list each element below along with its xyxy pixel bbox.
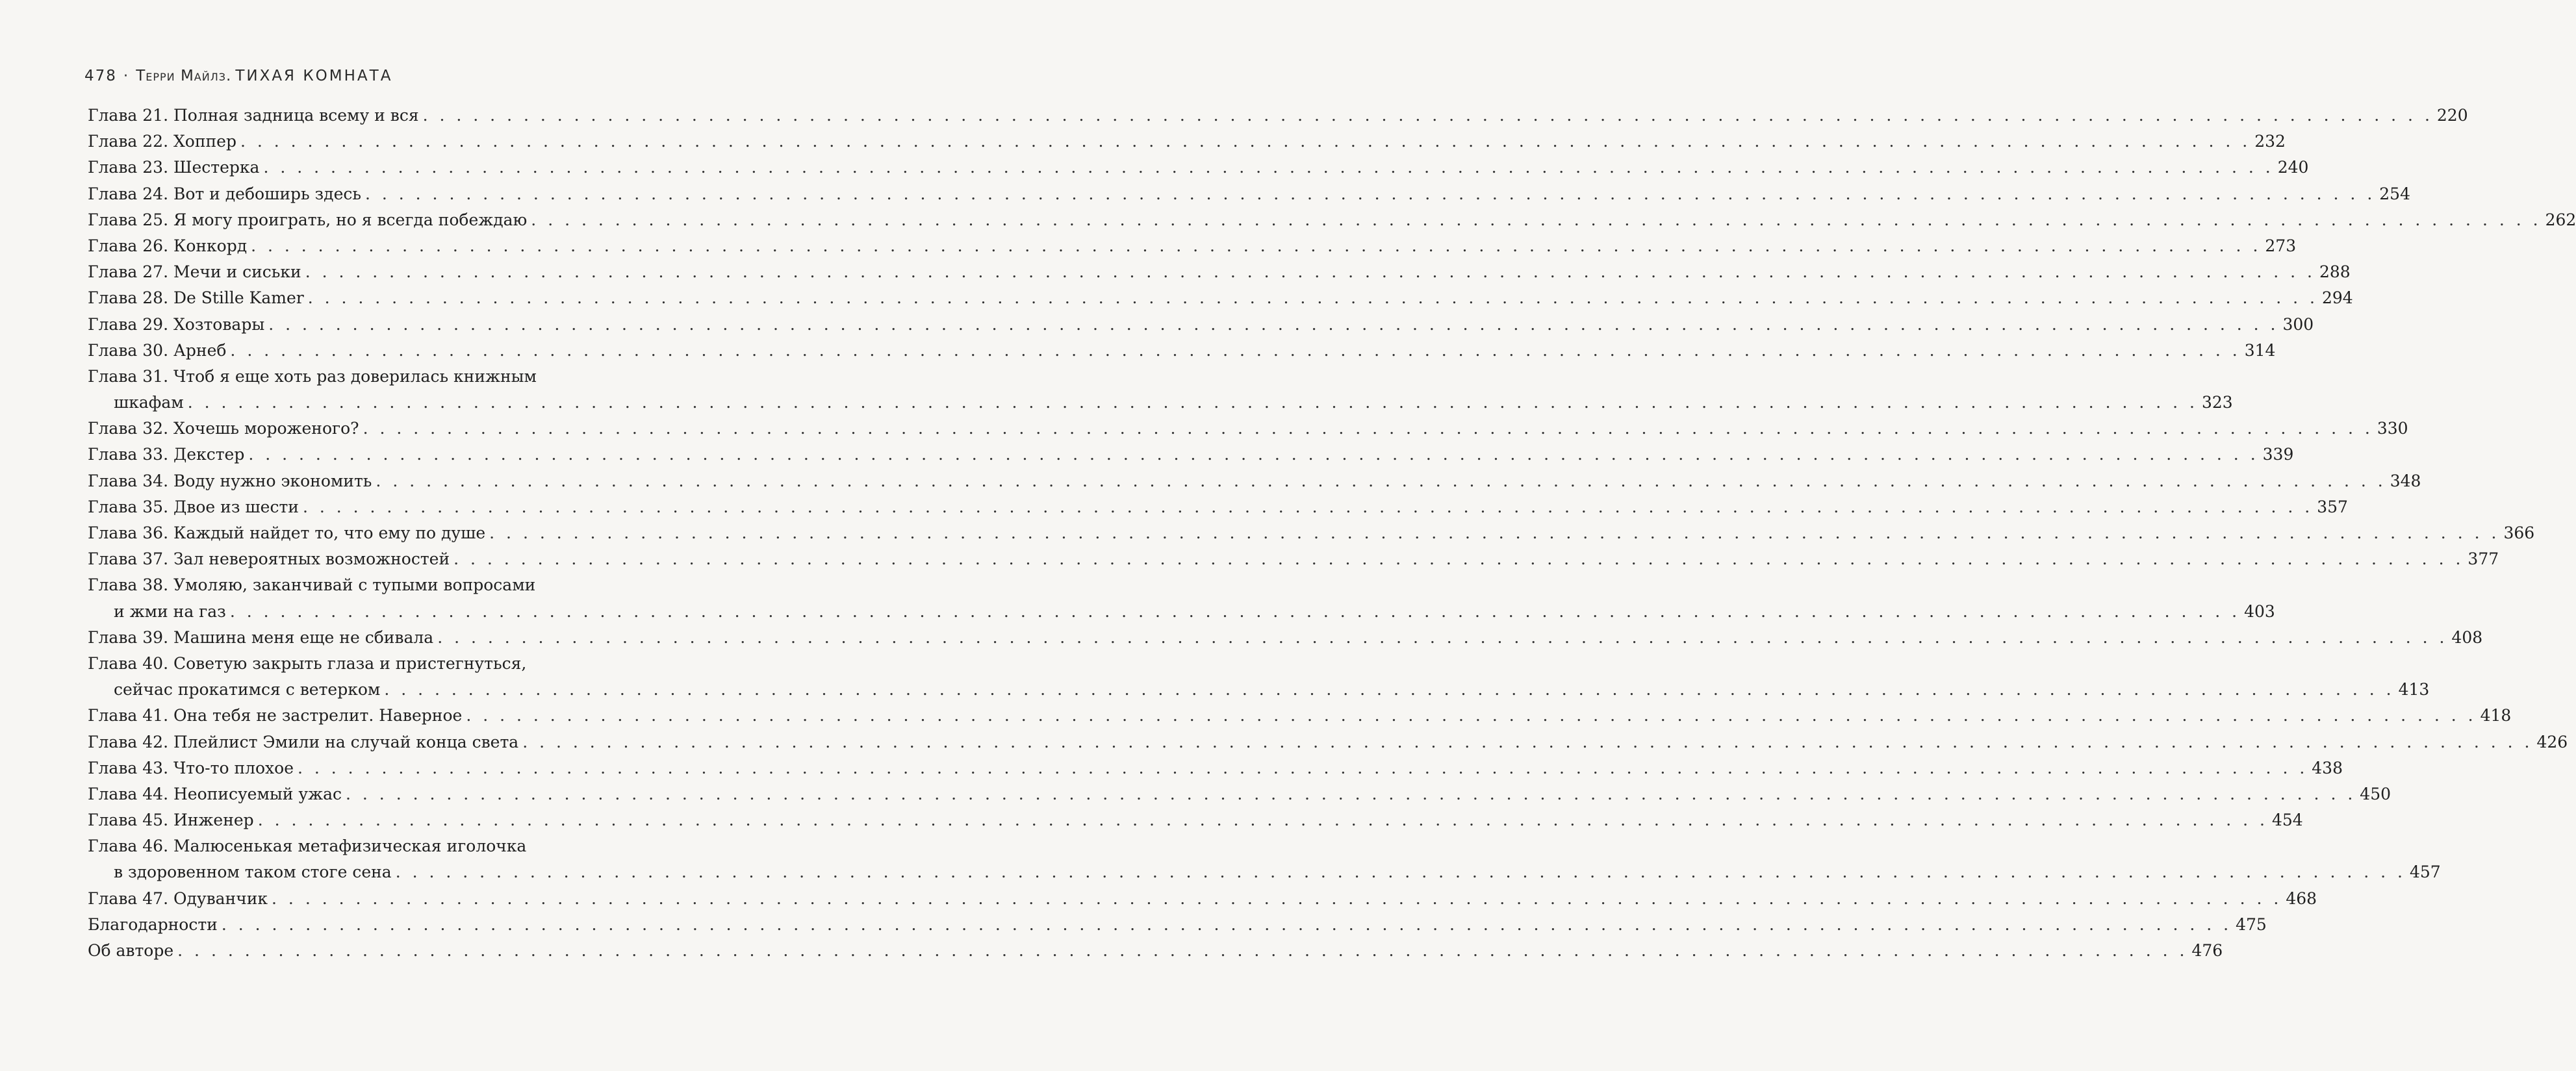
dot-leader: . . . . . . . . . . . . . . . . . . . . . . . . . . . . . . . . . . . . . . . . . . . . . . . . . . . . . . . . . . . . . . . . . . . . . . . . . . . . . . . . . . . . . . . . . . . . . . . . . . . . . . . . . . . . . . . . . . . . . . . . (187, 393, 2198, 412)
toc-page-number: 339 (2262, 445, 2294, 464)
page-number: 478 (84, 68, 117, 84)
toc-entry[interactable] (88, 259, 2351, 285)
toc-entry[interactable] (88, 912, 2267, 938)
toc-entry-title: Глава 25. Я могу проиграть, но я всегда побеждаю (88, 210, 528, 229)
toc-page-number: 220 (2436, 106, 2468, 125)
toc-entry[interactable] (88, 129, 2286, 155)
toc-entry[interactable] (88, 494, 2348, 520)
toc-entry-title: Глава 39. Машина меня еще не сбивала (88, 627, 434, 647)
toc-entry-title: Глава 28. De Stille Kamer (88, 288, 304, 308)
dot-leader: . . . . . . . . . . . . . . . . . . . . . . . . . . . . . . . . . . . . . . . . . . . . . . . . . . . . . . . . . . . . . . . . . . . . . . . . . . . . . . . . . . . . . . . . . . . . . . . . . . . . . . . . . . . . . . . . . . . . . . . . (257, 811, 2268, 830)
toc-entry-continuation[interactable] (88, 599, 2275, 625)
toc-entry[interactable] (88, 520, 2535, 546)
dot-leader: . . . . . . . . . . . . . . . . . . . . . . . . . . . . . . . . . . . . . . . . . . . . . . . . . . . . . . . . . . . . . . . . . . . . . . . . . . . . . . . . . . . . . . . . . . . . . . . . . . . . . . . . . . . . . . . . . . . . . . . . (240, 132, 2251, 151)
toc-page-number: 413 (2398, 680, 2430, 699)
toc-entry-title: Глава 33. Декстер (88, 445, 245, 464)
toc-entry[interactable] (88, 233, 2297, 259)
toc-entry-continuation[interactable] (88, 677, 2430, 703)
toc-entry-title: Глава 31. Чтоб я еще хоть раз доверилась книжным (88, 366, 537, 386)
toc-entry[interactable] (88, 807, 2303, 833)
toc-entry-title: Глава 36. Каждый найдет то, что ему по душе (88, 523, 486, 542)
toc-entry[interactable] (88, 729, 2568, 755)
toc-entry-title: Глава 42. Плейлист Эмили на случай конца света (88, 732, 519, 751)
dot-leader: . . . . . . . . . . . . . . . . . . . . . . . . . . . . . . . . . . . . . . . . . . . . . . . . . . . . . . . . . . . . . . . . . . . . . . . . . . . . . . . . . . . . . . . . . . . . . . . . . . . . . . . . . . . . . . . . . . . . . . . . (437, 627, 2448, 647)
toc-entry-title: Глава 37. Зал невероятных возможностей (88, 549, 450, 569)
toc-entry[interactable] (88, 625, 2483, 651)
toc-entry-title: Об авторе (88, 941, 174, 960)
toc-page-number: 476 (2191, 941, 2223, 960)
toc-entry[interactable] (88, 416, 2408, 442)
toc-entry[interactable] (88, 442, 2294, 468)
dot-leader: . . . . . . . . . . . . . . . . . . . . . . . . . . . . . . . . . . . . . . . . . . . . . . . . . . . . . . . . . . . . . . . . . . . . . . . . . . . . . . . . . . . . . . . . . . . . . . . . . . . . . . . . . . . . . . . . . . . . . . . . (453, 549, 2464, 569)
toc-entry-title: Глава 29. Хозтовары (88, 314, 265, 334)
toc-entry[interactable] (88, 651, 596, 677)
toc-entry-continuation[interactable] (88, 390, 2233, 416)
toc-entry[interactable] (88, 312, 2314, 338)
toc-entry[interactable] (88, 833, 596, 859)
toc-entry-title-continued: сейчас прокатимся с ветерком (114, 680, 381, 699)
toc-page-number: 232 (2254, 132, 2286, 151)
toc-entry[interactable] (88, 755, 2343, 781)
toc-entry[interactable] (88, 338, 2276, 364)
toc-page-number: 262 (2545, 210, 2576, 229)
toc-entry[interactable] (88, 886, 2317, 912)
toc-entry-title: Глава 27. Мечи и сиськи (88, 262, 301, 282)
author-name: Терри Майлз. (136, 68, 232, 84)
toc-entry[interactable] (88, 155, 2309, 181)
toc-entry-title: Глава 46. Малюсенькая метафизическая иголочка (88, 837, 527, 856)
dot-leader: . . . . . . . . . . . . . . . . . . . . . . . . . . . . . . . . . . . . . . . . . . . . . . . . . . . . . . . . . . . . . . . . . . . . . . . . . . . . . . . . . . . . . . . . . . . . . . . . . . . . . . . . . . . . . . . . . . . . . . . . (384, 680, 2395, 699)
toc-entry[interactable] (88, 468, 2421, 494)
running-head (84, 68, 392, 84)
dot-leader: . . . . . . . . . . . . . . . . . . . . . . . . . . . . . . . . . . . . . . . . . . . . . . . . . . . . . . . . . . . . . . . . . . . . . . . . . . . . . . . . . . . . . . . . . . . . . . . . . . . . . . . . . . . . . . . . . . . . . . . . (422, 106, 2433, 125)
dot-leader: . . . . . . . . . . . . . . . . . . . . . . . . . . . . . . . . . . . . . . . . . . . . . . . . . . . . . . . . . . . . . . . . . . . . . . . . . . . . . . . . . . . . . . . . . . . . . . . . . . . . . . . . . . . . . . . . . . . . . . . . (489, 523, 2500, 542)
dot-leader: . . . . . . . . . . . . . . . . . . . . . . . . . . . . . . . . . . . . . . . . . . . . . . . . . . . . . . . . . . . . . . . . . . . . . . . . . . . . . . . . . . . . . . . . . . . . . . . . . . . . . . . . . . . . . . . . . . . . . . . . (268, 314, 2279, 334)
toc-page-number: 300 (2282, 314, 2314, 334)
toc-entry-title: Глава 38. Умоляю, заканчивай с тупыми вопросами (88, 575, 536, 595)
toc-page-number: 366 (2503, 523, 2535, 542)
toc-entry-title: Глава 45. Инженер (88, 811, 254, 830)
dot-leader: . . . . . . . . . . . . . . . . . . . . . . . . . . . . . . . . . . . . . . . . . . . . . . . . . . . . . . . . . . . . . . . . . . . . . . . . . . . . . . . . . . . . . . . . . . . . . . . . . . . . . . . . . . . . . . . . . . . . . . . . (229, 601, 2241, 621)
toc-page-number: 348 (2390, 471, 2421, 490)
toc-entry[interactable] (88, 938, 2223, 964)
toc-entry[interactable] (88, 703, 2512, 729)
dot-leader: . . . . . . . . . . . . . . . . . . . . . . . . . . . . . . . . . . . . . . . . . . . . . . . . . . . . . . . . . . . . . . . . . . . . . . . . . . . . . . . . . . . . . . . . . . . . . . . . . . . . . . . . . . . . . . . . . . . . . . . . (364, 184, 2376, 203)
toc-entry[interactable] (88, 572, 596, 598)
toc-entry[interactable] (88, 364, 596, 390)
toc-page-number: 330 (2377, 419, 2408, 438)
dot-leader: . . . . . . . . . . . . . . . . . . . . . . . . . . . . . . . . . . . . . . . . . . . . . . . . . . . . . . . . . . . . . . . . . . . . . . . . . . . . . . . . . . . . . . . . . . . . . . . . . . . . . . . . . . . . . . . . . . . . . . . . (522, 732, 2533, 751)
toc-page-number: 468 (2286, 888, 2317, 908)
toc-entry-title: Глава 43. Что-то плохое (88, 758, 294, 777)
dot-leader: . . . . . . . . . . . . . . . . . . . . . . . . . . . . . . . . . . . . . . . . . . . . . . . . . . . . . . . . . . . . . . . . . . . . . . . . . . . . . . . . . . . . . . . . . . . . . . . . . . . . . . . . . . . . . . . . . . . . . . . . (302, 497, 2314, 516)
toc-entry[interactable] (88, 781, 2391, 807)
toc-page-number: 408 (2451, 627, 2483, 647)
toc-entry-title-continued: и жми на газ (114, 601, 226, 621)
toc-entry-title: Глава 21. Полная задница всему и вся (88, 106, 419, 125)
dot-leader: . . . . . . . . . . . . . . . . . . . . . . . . . . . . . . . . . . . . . . . . . . . . . . . . . . . . . . . . . . . . . . . . . . . . . . . . . . . . . . . . . . . . . . . . . . . . . . . . . . . . . . . . . . . . . . . . . . . . . . . . (531, 210, 2542, 229)
toc-entry-title: Благодарности (88, 914, 218, 934)
toc-page-number: 418 (2480, 706, 2512, 725)
toc-page-number: 254 (2379, 184, 2410, 203)
toc-page-number: 323 (2201, 393, 2233, 412)
toc-entry-title: Глава 40. Советую закрыть глаза и пристегнуться, (88, 653, 527, 673)
toc-entry[interactable] (88, 546, 2499, 572)
dot-leader: . . . . . . . . . . . . . . . . . . . . . . . . . . . . . . . . . . . . . . . . . . . . . . . . . . . . . . . . . . . . . . . . . . . . . . . . . . . . . . . . . . . . . . . . . . . . . . . . . . . . . . . . . . . . . . . . . . . . . . . . (230, 340, 2241, 360)
dot-leader: . . . . . . . . . . . . . . . . . . . . . . . . . . . . . . . . . . . . . . . . . . . . . . . . . . . . . . . . . . . . . . . . . . . . . . . . . . . . . . . . . . . . . . . . . . . . . . . . . . . . . . . . . . . . . . . . . . . . . . . . (395, 863, 2406, 882)
toc-entry-title: Глава 32. Хочешь мороженого? (88, 419, 359, 438)
toc-entry-title: Глава 44. Неописуемый ужас (88, 784, 342, 803)
dot-leader: . . . . . . . . . . . . . . . . . . . . . . . . . . . . . . . . . . . . . . . . . . . . . . . . . . . . . . . . . . . . . . . . . . . . . . . . . . . . . . . . . . . . . . . . . . . . . . . . . . . . . . . . . . . . . . . . . . . . . . . . (305, 262, 2315, 282)
toc-entry-continuation[interactable] (88, 859, 2441, 885)
toc-entry[interactable] (88, 103, 2468, 129)
toc-page-number: 240 (2277, 158, 2309, 177)
toc-entry-title: Глава 22. Хоппер (88, 132, 236, 151)
dot-leader: . . . . . . . . . . . . . . . . . . . . . . . . . . . . . . . . . . . . . . . . . . . . . . . . . . . . . . . . . . . . . . . . . . . . . . . . . . . . . . . . . . . . . . . . . . . . . . . . . . . . . . . . . . . . . . . . . . . . . . . . (263, 158, 2274, 177)
dot-leader: . . . . . . . . . . . . . . . . . . . . . . . . . . . . . . . . . . . . . . . . . . . . . . . . . . . . . . . . . . . . . . . . . . . . . . . . . . . . . . . . . . . . . . . . . . . . . . . . . . . . . . . . . . . . . . . . . . . . . . . . (177, 941, 2188, 960)
toc-entry-title: Глава 24. Вот и дебоширь здесь (88, 184, 361, 203)
toc-page-number: 377 (2468, 549, 2499, 569)
dot-leader: . . . . . . . . . . . . . . . . . . . . . . . . . . . . . . . . . . . . . . . . . . . . . . . . . . . . . . . . . . . . . . . . . . . . . . . . . . . . . . . . . . . . . . . . . . . . . . . . . . . . . . . . . . . . . . . . . . . . . . . . (251, 236, 2262, 255)
toc-page-number: 475 (2236, 914, 2267, 934)
dot-leader: . . . . . . . . . . . . . . . . . . . . . . . . . . . . . . . . . . . . . . . . . . . . . . . . . . . . . . . . . . . . . . . . . . . . . . . . . . . . . . . . . . . . . . . . . . . . . . . . . . . . . . . . . . . . . . . . . . . . . . . . (298, 758, 2308, 777)
toc-page-number: 357 (2317, 497, 2348, 516)
toc-page-number: 426 (2536, 732, 2568, 751)
toc-page-number: 457 (2409, 863, 2441, 882)
toc-page-number: 438 (2312, 758, 2343, 777)
header-separator: · (123, 68, 130, 84)
toc-entry-title: Глава 41. Она тебя не застрелит. Наверное (88, 706, 463, 725)
dot-leader: . . . . . . . . . . . . . . . . . . . . . . . . . . . . . . . . . . . . . . . . . . . . . . . . . . . . . . . . . . . . . . . . . . . . . . . . . . . . . . . . . . . . . . . . . . . . . . . . . . . . . . . . . . . . . . . . . . . . . . . . (272, 888, 2282, 908)
toc-page-number: 454 (2271, 811, 2303, 830)
toc-entry[interactable] (88, 285, 2353, 311)
dot-leader: . . . . . . . . . . . . . . . . . . . . . . . . . . . . . . . . . . . . . . . . . . . . . . . . . . . . . . . . . . . . . . . . . . . . . . . . . . . . . . . . . . . . . . . . . . . . . . . . . . . . . . . . . . . . . . . . . . . . . . . . (376, 471, 2386, 490)
table-of-contents (88, 103, 2576, 964)
toc-page-number: 314 (2244, 340, 2276, 360)
toc-page-number: 273 (2265, 236, 2297, 255)
toc-entry-title: Глава 26. Конкорд (88, 236, 248, 255)
toc-page-number: 294 (2321, 288, 2353, 308)
dot-leader: . . . . . . . . . . . . . . . . . . . . . . . . . . . . . . . . . . . . . . . . . . . . . . . . . . . . . . . . . . . . . . . . . . . . . . . . . . . . . . . . . . . . . . . . . . . . . . . . . . . . . . . . . . . . . . . . . . . . . . . . (346, 784, 2356, 803)
toc-page-number: 288 (2319, 262, 2351, 282)
dot-leader: . . . . . . . . . . . . . . . . . . . . . . . . . . . . . . . . . . . . . . . . . . . . . . . . . . . . . . . . . . . . . . . . . . . . . . . . . . . . . . . . . . . . . . . . . . . . . . . . . . . . . . . . . . . . . . . . . . . . . . . . (307, 288, 2318, 308)
book-title: ТИХАЯ КОМНАТА (235, 68, 393, 84)
dot-leader: . . . . . . . . . . . . . . . . . . . . . . . . . . . . . . . . . . . . . . . . . . . . . . . . . . . . . . . . . . . . . . . . . . . . . . . . . . . . . . . . . . . . . . . . . . . . . . . . . . . . . . . . . . . . . . . . . . . . . . . . (363, 419, 2373, 438)
toc-entry-title: Глава 34. Воду нужно экономить (88, 471, 372, 490)
dot-leader: . . . . . . . . . . . . . . . . . . . . . . . . . . . . . . . . . . . . . . . . . . . . . . . . . . . . . . . . . . . . . . . . . . . . . . . . . . . . . . . . . . . . . . . . . . . . . . . . . . . . . . . . . . . . . . . . . . . . . . . . (466, 706, 2477, 725)
dot-leader: . . . . . . . . . . . . . . . . . . . . . . . . . . . . . . . . . . . . . . . . . . . . . . . . . . . . . . . . . . . . . . . . . . . . . . . . . . . . . . . . . . . . . . . . . . . . . . . . . . . . . . . . . . . . . . . . . . . . . . . . (221, 914, 2232, 934)
toc-entry-title: Глава 47. Одуванчик (88, 888, 268, 908)
toc-page-number: 450 (2360, 784, 2391, 803)
toc-entry-title-continued: шкафам (114, 393, 184, 412)
toc-entry-title: Глава 23. Шестерка (88, 158, 260, 177)
toc-entry-title: Глава 35. Двое из шести (88, 497, 299, 516)
toc-entry-title-continued: в здоровенном таком стоге сена (114, 863, 392, 882)
toc-entry[interactable] (88, 181, 2410, 207)
toc-entry[interactable] (88, 207, 2576, 233)
dot-leader: . . . . . . . . . . . . . . . . . . . . . . . . . . . . . . . . . . . . . . . . . . . . . . . . . . . . . . . . . . . . . . . . . . . . . . . . . . . . . . . . . . . . . . . . . . . . . . . . . . . . . . . . . . . . . . . . . . . . . . . . (248, 445, 2259, 464)
toc-entry-title: Глава 30. Арнеб (88, 340, 227, 360)
toc-page-number: 403 (2244, 601, 2275, 621)
